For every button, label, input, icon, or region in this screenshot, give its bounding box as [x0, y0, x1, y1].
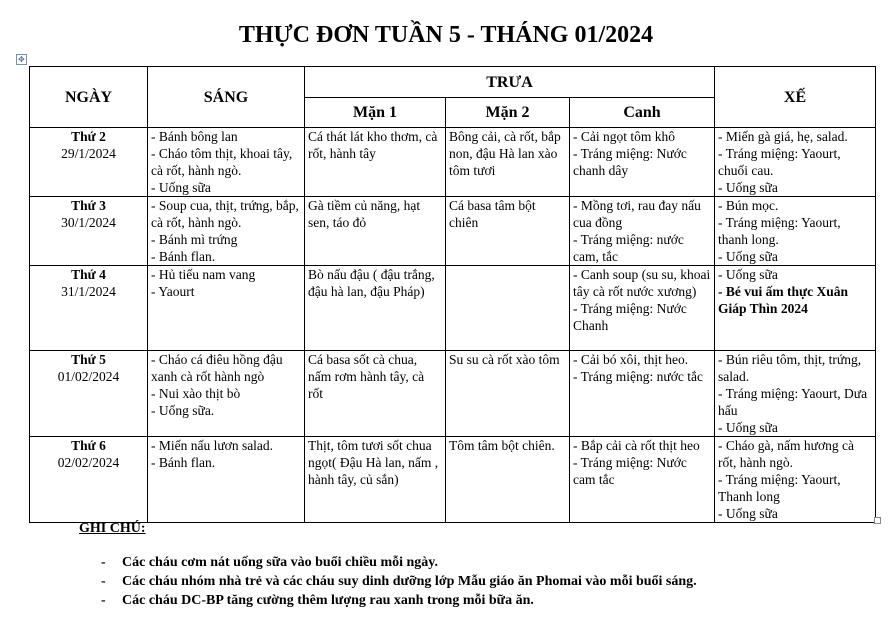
header-afternoon: XẾ: [715, 67, 876, 128]
day-cell: [30, 351, 148, 437]
menu-line: - Cải ngọt tôm khô: [573, 129, 675, 144]
notes-list: [79, 553, 697, 610]
table-row: [30, 197, 876, 266]
header-morning: SÁNG: [148, 67, 305, 128]
menu-line: - Tráng miệng: Yaourt, Dưa hấu: [718, 386, 868, 418]
menu-line: - Tráng miệng: Yaourt, Thanh long: [718, 472, 841, 504]
man1-cell: Cá thát lát kho thơm, cà rốt, hành tây: [305, 128, 446, 197]
menu-line: - Soup cua, thịt, trứng, bắp, cà rốt, hành ngò.: [151, 198, 299, 230]
day-date: 30/1/2024: [61, 215, 116, 230]
header-man2: Mặn 2: [446, 98, 570, 128]
menu-line: - Uống sữa: [718, 267, 778, 282]
menu-line: - Tráng miệng: nước tắc: [573, 369, 703, 384]
morning-cell: [148, 437, 305, 523]
afternoon-cell: [715, 128, 876, 197]
morning-cell: [148, 128, 305, 197]
menu-line: - Tráng miệng: Yaourt, chuối cau.: [718, 146, 841, 178]
afternoon-cell: [715, 437, 876, 523]
menu-line: - Bắp cải cà rốt thịt heo: [573, 438, 700, 453]
menu-line: - Mồng tơi, rau đay nấu cua đồng: [573, 198, 701, 230]
man2-cell: Bông cải, cà rốt, bắp non, đậu Hà lan xào tôm tươi: [446, 128, 570, 197]
man1-cell: Thịt, tôm tươi sốt chua ngọt( Đậu Hà lan, nấm , hành tây, củ sắn): [305, 437, 446, 523]
page-title: THỰC ĐƠN TUẦN 5 - THÁNG 01/2024: [238, 22, 654, 48]
menu-line: - Uống sữa.: [151, 403, 215, 418]
canh-cell: [570, 437, 715, 523]
man2-cell: Tôm tâm bột chiên.: [446, 437, 570, 523]
note-item: - Các cháu cơm nát uống sữa vào buổi chiều mỗi ngày.: [79, 553, 697, 572]
menu-line: - Tráng miệng: Nước chanh dây: [573, 146, 687, 178]
menu-line: - Nui xào thịt bò: [151, 386, 241, 401]
table-move-handle-icon[interactable]: ✥: [16, 54, 27, 65]
morning-cell: [148, 197, 305, 266]
canh-cell: [570, 128, 715, 197]
note-item: - Các cháu DC-BP tăng cường thêm lượng rau xanh trong mỗi bữa ăn.: [79, 591, 697, 610]
event-line: - Bé vui ấm thực Xuân Giáp Thìn 2024: [718, 284, 849, 316]
afternoon-cell: [715, 351, 876, 437]
menu-line: - Tráng miệng: Nước Chanh: [573, 301, 687, 333]
day-date: 01/02/2024: [57, 369, 120, 384]
header-lunch: TRƯA: [305, 67, 715, 98]
day-cell: [30, 266, 148, 351]
menu-line: - Cháo gà, nấm hương cà rốt, hành ngò.: [718, 438, 854, 470]
menu-line: - Miến gà giá, hẹ, salad.: [718, 129, 848, 144]
table-row: [30, 437, 876, 523]
menu-line: - Bánh flan.: [151, 249, 216, 264]
day-date: 02/02/2024: [57, 455, 120, 470]
menu-line: - Cháo cá điêu hồng đậu xanh cà rốt hành ngò: [151, 352, 283, 384]
menu-line: - Miến nấu lươn salad.: [151, 438, 274, 453]
menu-line: - Bún riêu tôm, thịt, trứng, salad.: [718, 352, 862, 384]
day-name: Thứ 5: [71, 352, 106, 367]
man1-cell: Cá basa sốt cà chua, nấm rơm hành tây, cà rốt: [305, 351, 446, 437]
menu-line: - Uống sữa: [718, 420, 778, 435]
morning-cell: [148, 351, 305, 437]
afternoon-cell: [715, 197, 876, 266]
notes-title: GHI CHÚ:: [79, 521, 146, 536]
table-row: [30, 351, 876, 437]
man1-cell: Gà tiềm củ năng, hạt sen, táo đỏ: [305, 197, 446, 266]
man2-cell: Su su cà rốt xào tôm: [446, 351, 570, 437]
menu-line: - Canh soup (su su, khoai tây cà rốt nước xương): [573, 267, 711, 299]
menu-line: - Cháo tôm thịt, khoai tây, cà rốt, hành ngò.: [151, 146, 293, 178]
day-date: 31/1/2024: [61, 284, 116, 299]
header-canh: Canh: [570, 98, 715, 128]
day-name: Thứ 4: [71, 267, 106, 282]
header-man1: Mặn 1: [305, 98, 446, 128]
table-resize-handle[interactable]: [874, 517, 881, 524]
afternoon-cell: [715, 266, 876, 351]
menu-line: - Uống sữa: [718, 506, 778, 521]
day-name: Thứ 2: [71, 129, 106, 144]
canh-cell: [570, 197, 715, 266]
day-cell: [30, 437, 148, 523]
menu-line: - Uống sữa: [151, 180, 211, 195]
table-row: [30, 128, 876, 197]
menu-line: - Bún mọc.: [718, 198, 779, 213]
menu-line: - Bánh bông lan: [151, 129, 238, 144]
menu-line: - Bánh mì trứng: [151, 232, 238, 247]
man2-cell: Cá basa tâm bột chiên: [446, 197, 570, 266]
morning-cell: [148, 266, 305, 351]
man1-cell: Bò nấu đậu ( đậu trắng, đậu hà lan, đậu Pháp): [305, 266, 446, 351]
day-cell: [30, 128, 148, 197]
header-day: NGÀY: [30, 67, 148, 128]
note-item: - Các cháu nhóm nhà trẻ và các cháu suy dinh dưỡng lớp Mẫu giáo ăn Phomai vào mỗi buổi sáng.: [79, 572, 697, 591]
menu-line: - Uống sữa: [718, 249, 778, 264]
menu-line: - Tráng miệng: Nước cam tắc: [573, 455, 687, 487]
day-name: Thứ 3: [71, 198, 106, 213]
menu-line: - Cải bó xôi, thịt heo.: [573, 352, 689, 367]
menu-line: - Uống sữa: [718, 180, 778, 195]
menu-line: - Bánh flan.: [151, 455, 216, 470]
canh-cell: [570, 266, 715, 351]
menu-line: - Yaourt: [151, 284, 195, 299]
notes-section: [79, 519, 697, 610]
menu-line: - Hủ tiếu nam vang: [151, 267, 256, 282]
menu-line: - Tráng miệng: Yaourt, thanh long.: [718, 215, 841, 247]
menu-table: [29, 66, 876, 523]
day-cell: [30, 197, 148, 266]
man2-cell: [446, 266, 570, 351]
menu-line: - Tráng miệng: nước cam, tắc: [573, 232, 684, 264]
day-name: Thứ 6: [71, 438, 106, 453]
day-date: 29/1/2024: [61, 146, 116, 161]
canh-cell: [570, 351, 715, 437]
table-row: [30, 266, 876, 351]
